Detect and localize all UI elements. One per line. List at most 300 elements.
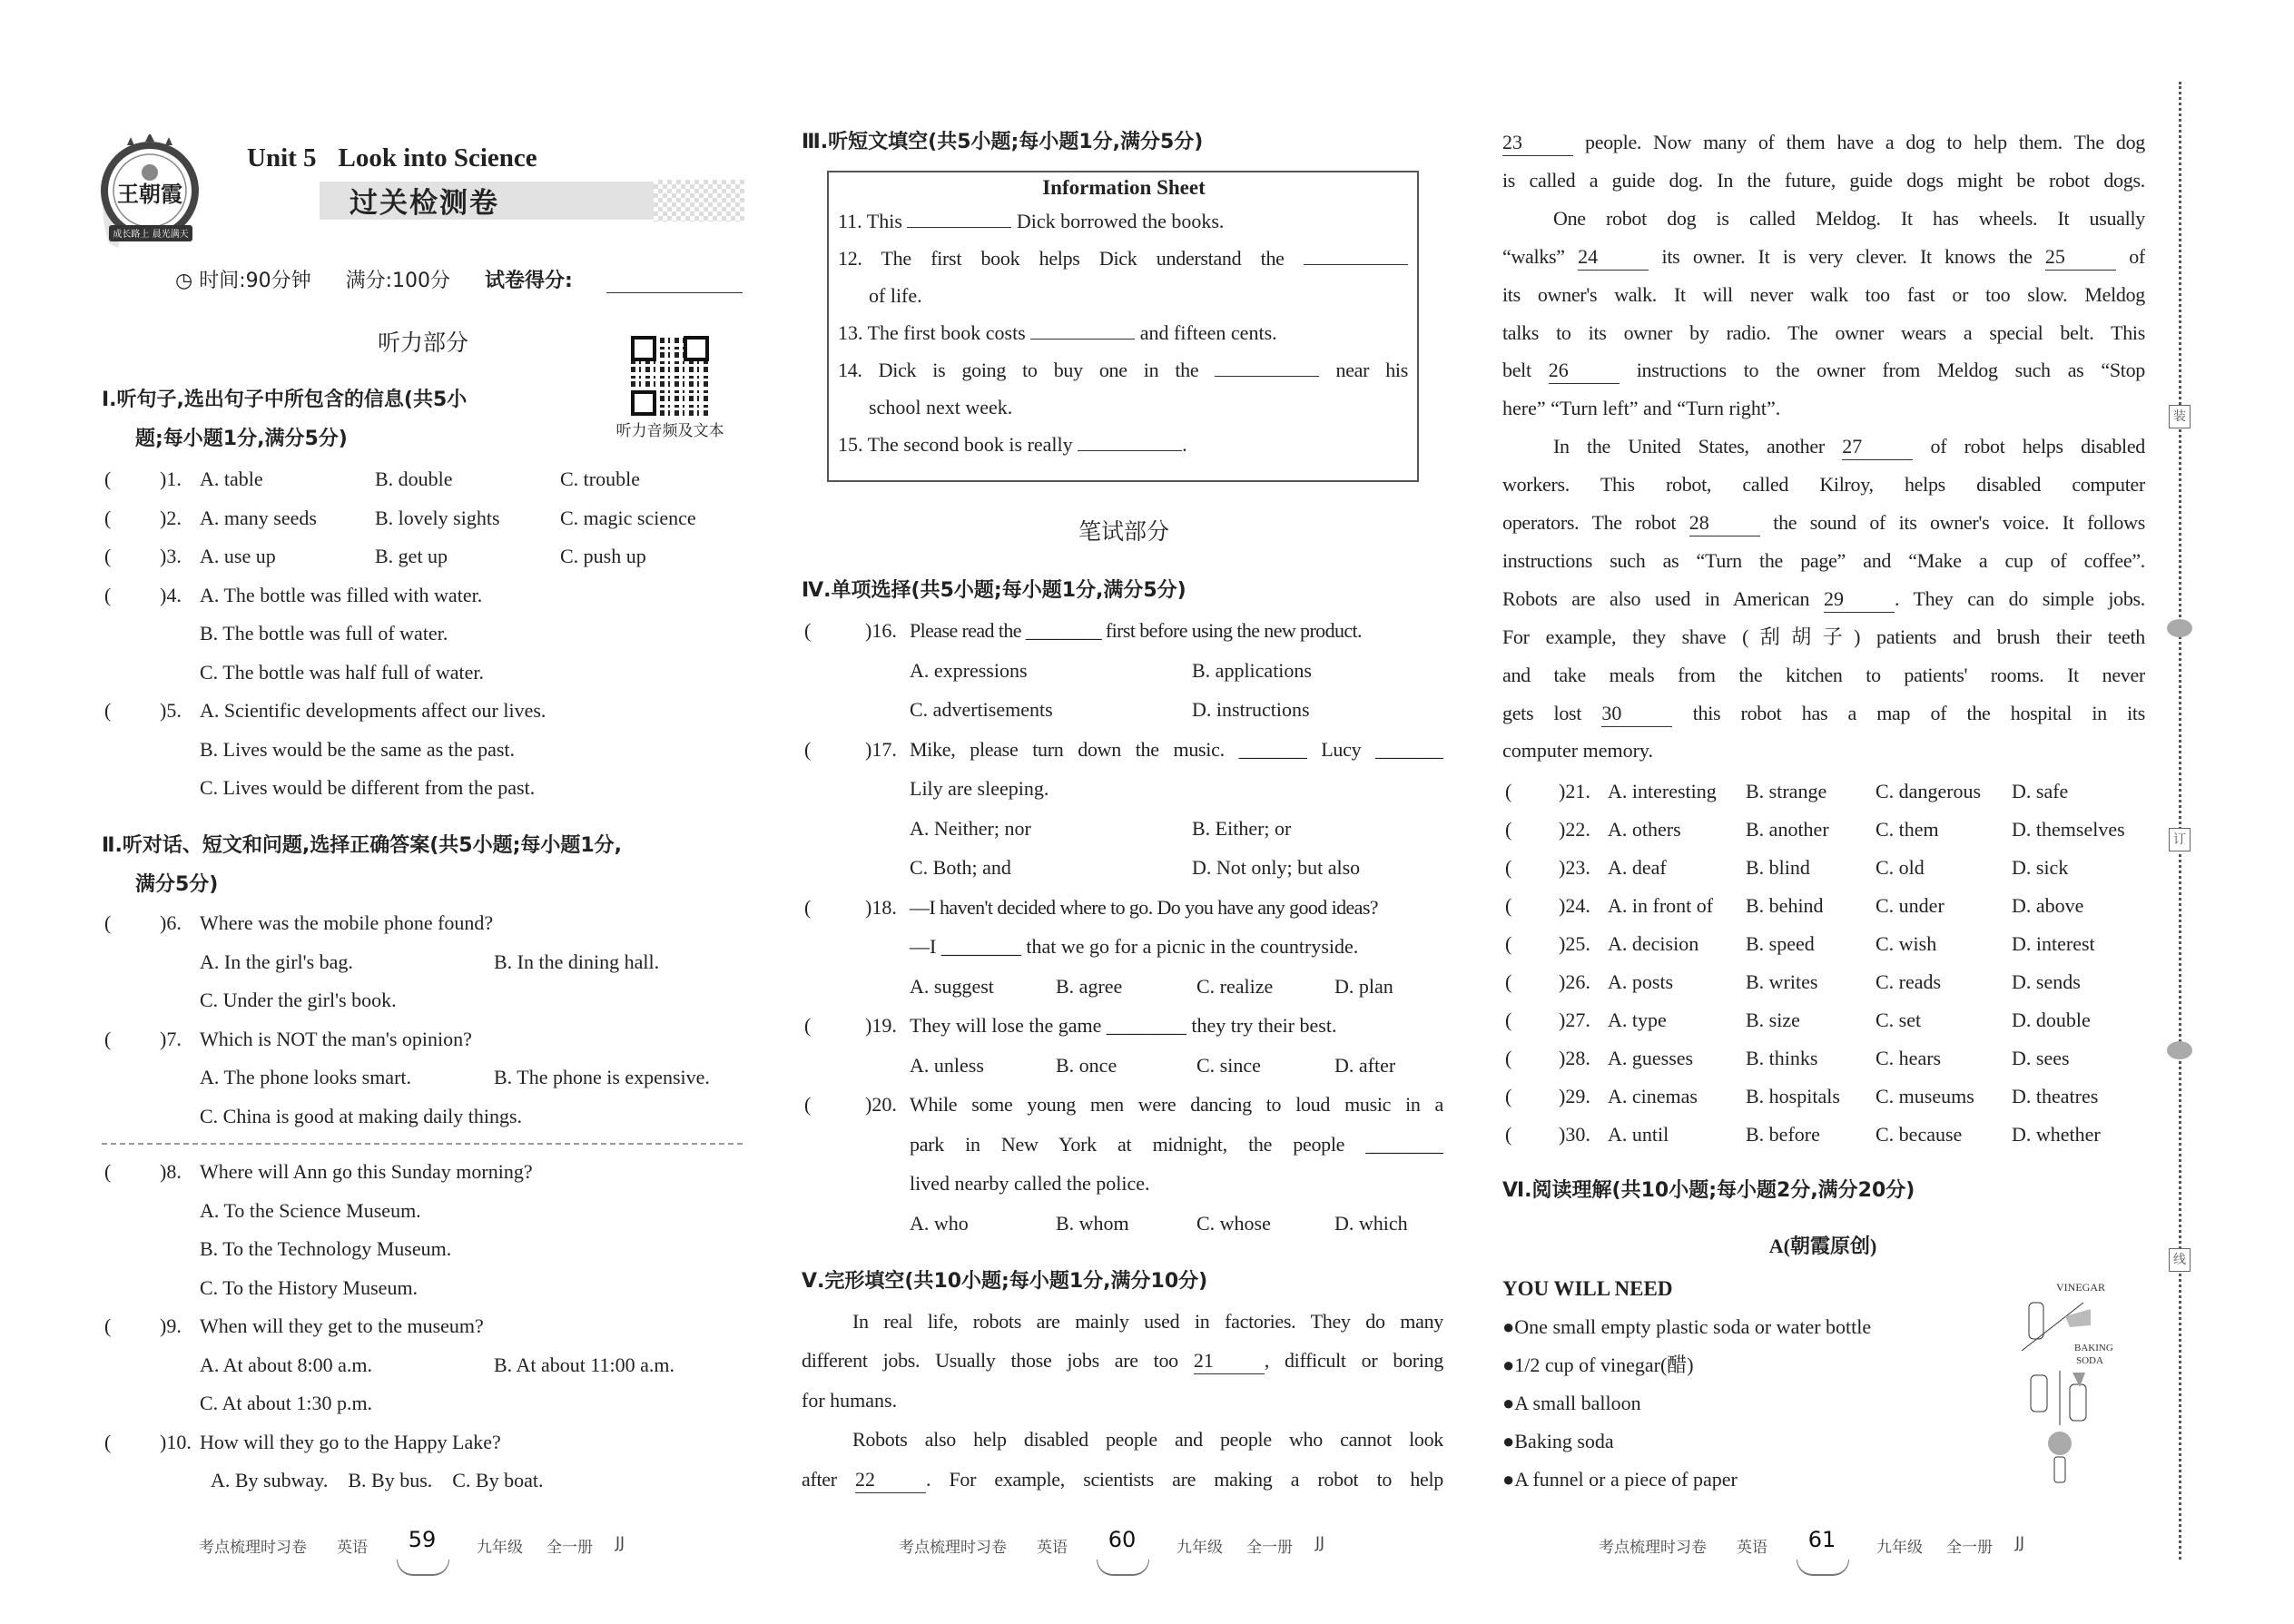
qr-caption: 听力音频及文本 — [615, 422, 724, 440]
option-b[interactable]: B. speed — [1746, 932, 1815, 955]
option[interactable]: A. expressions — [910, 658, 1028, 682]
option-b[interactable]: B. size — [1746, 1009, 1800, 1031]
question-number: )23. — [1559, 856, 1590, 879]
question-subline — [102, 1385, 743, 1422]
question-number: )18. — [865, 895, 897, 919]
option-a[interactable]: A. table — [200, 468, 263, 490]
text-segment: of — [2115, 244, 2145, 268]
question-number: )10. — [160, 1430, 192, 1453]
text-segment: Dick borrowed the books. — [1011, 210, 1225, 232]
text-segment: . They can do simple jobs. — [1894, 586, 2145, 610]
options-row — [802, 692, 1443, 728]
answer-box[interactable] — [104, 466, 155, 493]
text-line — [838, 352, 1408, 389]
option[interactable]: C. since — [1196, 1053, 1261, 1077]
option-c[interactable]: C. them — [1876, 818, 1939, 841]
option-d[interactable]: D. above — [2012, 894, 2084, 917]
option[interactable]: A. suggest — [910, 974, 994, 998]
question-subline — [802, 1166, 1443, 1202]
text-segment: near his — [1319, 359, 1408, 381]
answer-paren-open: ( — [1505, 1009, 1512, 1031]
question-row — [102, 1308, 743, 1344]
option[interactable]: D. plan — [1334, 974, 1393, 998]
question-row — [102, 538, 743, 575]
answer-paren-open: ( — [104, 1160, 112, 1183]
question-row — [102, 1424, 743, 1461]
option[interactable]: D. after — [1334, 1053, 1396, 1077]
answer-blank[interactable] — [1215, 376, 1319, 377]
text-line — [838, 241, 1408, 277]
option-a[interactable]: A. in front of — [1608, 894, 1714, 917]
question-subline — [802, 929, 1443, 965]
question-row — [802, 1087, 1443, 1123]
option[interactable]: A. By subway. B. By bus. C. By boat. — [211, 1469, 544, 1491]
option-c[interactable]: C. wish — [1876, 932, 1937, 955]
option[interactable]: D. which — [1334, 1211, 1408, 1235]
answer-box[interactable] — [1505, 1045, 1556, 1072]
option-a[interactable]: A. use up — [200, 545, 276, 567]
binding-label: 订 — [2169, 828, 2191, 851]
option-a[interactable]: A. until — [1608, 1123, 1669, 1146]
question-subline — [102, 770, 743, 806]
option-a[interactable]: A. decision — [1608, 932, 1699, 955]
option-c[interactable]: C. magic science — [560, 506, 696, 529]
options-row — [102, 1059, 743, 1096]
option-c[interactable]: C. trouble — [560, 468, 640, 490]
option[interactable]: A. unless — [910, 1053, 984, 1077]
option-c[interactable]: C. because — [1876, 1123, 1963, 1146]
section-3-heading: Ⅲ.听短文填空(共5小题;每小题1分,满分5分) — [802, 131, 1204, 153]
options-row — [102, 944, 743, 980]
text-segment: instructions such as “Turn the page” and “Make a cup of coffee”. — [1502, 548, 2145, 572]
question-number: )9. — [160, 1314, 182, 1337]
text-segment: its owner's walk. It will never walk too fast or too slow. Meldog — [1502, 282, 2145, 306]
answer-box[interactable] — [1505, 816, 1556, 843]
answer-paren-open: ( — [104, 506, 112, 529]
option-d[interactable]: D. theatres — [2012, 1085, 2099, 1107]
answer-box[interactable] — [1505, 892, 1556, 920]
question-number: )29. — [1559, 1085, 1590, 1107]
option-b[interactable]: B. blind — [1746, 856, 1810, 879]
question-number: )8. — [160, 1160, 182, 1183]
option[interactable]: B. once — [1056, 1053, 1117, 1077]
option[interactable]: B. applications — [1192, 658, 1312, 682]
question-text: —I haven't decided where to go. Do you have any good ideas? — [910, 895, 1378, 919]
text-segment: 15. The second book is really — [838, 433, 1078, 456]
answer-blank[interactable]: 22 — [855, 1467, 926, 1493]
answer-paren-open: ( — [1505, 932, 1512, 955]
answer-paren-open: ( — [1505, 970, 1512, 993]
option-a[interactable]: A. cinemas — [1608, 1085, 1698, 1107]
grade: 九年级 — [1876, 1539, 1923, 1557]
option-b[interactable]: B. another — [1746, 818, 1829, 841]
question-subline — [102, 732, 743, 768]
option-d[interactable]: D. safe — [2012, 780, 2069, 802]
option[interactable]: B. In the dining hall. — [494, 950, 660, 973]
section-heading: 题;每小题1分,满分5分) — [135, 427, 348, 450]
unit-number: Unit 5 — [247, 143, 317, 172]
question-number: )4. — [160, 583, 182, 606]
question-text: Where was the mobile phone found? — [200, 911, 494, 934]
grade: 九年级 — [477, 1539, 523, 1557]
answer-box[interactable] — [1505, 778, 1556, 805]
section-divider — [102, 1143, 743, 1145]
question-number: )3. — [160, 545, 182, 567]
answer-box[interactable] — [104, 697, 155, 724]
answer-paren-open: ( — [804, 1014, 812, 1037]
text-segment: is called a guide dog. In the future, guide dogs might be robot dogs. — [1502, 168, 2145, 192]
option-a[interactable]: A. deaf — [1608, 856, 1667, 879]
option-b[interactable]: B. writes — [1746, 970, 1818, 993]
text-segment: computer memory. — [1502, 739, 1653, 763]
question-subline — [802, 771, 1443, 807]
text-line — [1502, 201, 2145, 237]
answer-paren-open: ( — [104, 1314, 112, 1337]
option[interactable]: A. who — [910, 1211, 969, 1235]
answer-box[interactable] — [804, 736, 855, 763]
answer-blank[interactable] — [1304, 264, 1408, 265]
option[interactable]: A. Neither; nor — [910, 816, 1031, 840]
option-c[interactable]: C. reads — [1876, 970, 1942, 993]
page-number: 60 — [1108, 1527, 1137, 1552]
time-limit: 时间:90分钟 — [199, 270, 311, 292]
option-b[interactable]: B. hospitals — [1746, 1085, 1840, 1107]
option-b[interactable]: B. thinks — [1746, 1047, 1818, 1069]
option-d[interactable]: D. sees — [2012, 1047, 2070, 1069]
option-b[interactable]: B. get up — [375, 545, 448, 567]
bullet-icon: ● — [1502, 1353, 1515, 1376]
text-line — [1502, 124, 2145, 161]
answer-blank[interactable]: 30 — [1601, 701, 1672, 727]
material-text: Baking soda — [1514, 1430, 1614, 1452]
full-score: 满分:100分 — [345, 270, 451, 292]
options-row — [802, 1048, 1443, 1084]
text-segment: after — [802, 1468, 856, 1491]
question-row — [102, 500, 743, 536]
information-sheet — [827, 171, 1419, 482]
option-a[interactable]: A. type — [1608, 1009, 1667, 1031]
binding-label: 线 — [2169, 1248, 2191, 1272]
text-line — [838, 427, 1408, 463]
question-text: Please read the ________ first before using the new product. — [910, 619, 1362, 642]
text-line — [838, 203, 1408, 240]
text-line — [1502, 162, 2145, 199]
answer-box[interactable] — [1505, 1007, 1556, 1034]
subline-text: B. Lives would be the same as the past. — [200, 737, 516, 761]
option[interactable]: C. Both; and — [910, 856, 1011, 879]
question-row — [102, 693, 743, 729]
option[interactable]: B. Either; or — [1192, 816, 1292, 840]
answer-box[interactable] — [1505, 930, 1556, 958]
text-segment: . For example, scientists are making a robot to help — [926, 1468, 1443, 1491]
question-text: A. Scientific developments affect our lives. — [200, 699, 546, 722]
option-a[interactable]: A. interesting — [1608, 780, 1717, 802]
subline-text: C. Lives would be different from the past. — [200, 776, 536, 799]
section-heading: 满分5分) — [135, 872, 219, 896]
score-label: 试卷得分: — [485, 270, 573, 292]
text-line — [1502, 277, 2145, 313]
option-a[interactable]: A. posts — [1608, 970, 1674, 993]
text-line — [1502, 428, 2145, 465]
question-row — [102, 461, 743, 497]
option[interactable]: D. instructions — [1192, 698, 1310, 721]
text-segment: and fifteen cents. — [1135, 321, 1277, 344]
options-row — [802, 811, 1443, 847]
answer-blank[interactable]: 26 — [1549, 358, 1620, 384]
option-b[interactable]: B. double — [375, 468, 453, 490]
option-d[interactable]: D. themselves — [2012, 818, 2125, 841]
option[interactable]: A. The phone looks smart. — [200, 1066, 412, 1088]
option-c[interactable]: C. under — [1876, 894, 1944, 917]
question-row — [802, 890, 1443, 926]
option-c[interactable]: C. dangerous — [1876, 780, 1982, 802]
text-line — [802, 1422, 1443, 1458]
option-d[interactable]: D. sends — [2012, 970, 2081, 993]
option-b[interactable]: B. behind — [1746, 894, 1824, 917]
option-a[interactable]: A. many seeds — [200, 506, 317, 529]
text-segment: 14. Dick is going to buy one in the — [838, 359, 1216, 381]
text-segment: 11. This — [838, 210, 908, 232]
you-will-need-heading: YOU WILL NEED — [1502, 1277, 1673, 1300]
text-line — [838, 389, 1408, 426]
text-line — [1502, 581, 2145, 617]
text-segment: Robots are also used in American — [1502, 586, 1824, 610]
answer-box[interactable] — [1505, 1083, 1556, 1110]
option-b[interactable]: B. before — [1746, 1123, 1820, 1146]
option-c[interactable]: C. push up — [560, 545, 646, 567]
binding-label: 装 — [2169, 405, 2191, 428]
answer-box[interactable] — [804, 894, 855, 921]
answer-box[interactable] — [1505, 969, 1556, 996]
option[interactable]: B. The phone is expensive. — [494, 1066, 710, 1088]
text-segment: its owner. It is very clever. It knows the — [1649, 244, 2045, 268]
answer-box[interactable] — [104, 1026, 155, 1053]
text-segment: for humans. — [802, 1388, 898, 1412]
option[interactable]: D. Not only; but also — [1192, 856, 1361, 879]
section-heading: Ⅴ.完形填空(共10小题;每小题1分,满分10分) — [802, 1270, 1208, 1293]
option-d[interactable]: D. interest — [2012, 932, 2095, 955]
question-row — [102, 905, 743, 941]
answer-blank[interactable]: 21 — [1194, 1348, 1265, 1374]
text-segment: Robots also help disabled people and people who cannot look — [852, 1428, 1443, 1452]
option[interactable]: C. whose — [1196, 1211, 1271, 1235]
text-segment: and take meals from the kitchen to patients' rooms. It never — [1502, 663, 2145, 686]
material-text: 1/2 cup of vinegar(醋) — [1514, 1353, 1694, 1376]
question-subline — [102, 1270, 743, 1306]
text-line — [1502, 657, 2145, 694]
answer-paren-open: ( — [1505, 856, 1512, 879]
section-heading: Ⅱ.听对话、短文和问题,选择正确答案(共5小题;每小题1分, — [102, 834, 623, 857]
text-line — [802, 1343, 1443, 1379]
options-row — [802, 653, 1443, 689]
information-sheet-title: Information Sheet — [1042, 176, 1206, 199]
answer-blank[interactable]: 25 — [2045, 244, 2116, 271]
question-number: )16. — [865, 619, 897, 642]
subline-text: C. Under the girl's book. — [200, 989, 397, 1011]
question-subline — [802, 1127, 1443, 1163]
text-line — [802, 1304, 1443, 1340]
question-row — [1502, 1002, 2145, 1038]
question-number: )21. — [1559, 780, 1590, 802]
option[interactable]: B. At about 11:00 a.m. — [494, 1353, 675, 1376]
text-segment: talks to its owner by radio. The owner wears a special belt. This — [1502, 320, 2145, 344]
question-row — [1502, 1117, 2145, 1153]
answer-blank[interactable]: 29 — [1824, 586, 1895, 613]
question-subline — [102, 1098, 743, 1135]
option-d[interactable]: D. double — [2012, 1009, 2091, 1031]
text-line — [1502, 315, 2145, 351]
text-line — [1502, 505, 2145, 541]
binding-seal-icon — [2167, 619, 2192, 637]
answer-blank[interactable]: 24 — [1578, 244, 1649, 271]
question-row — [102, 1154, 743, 1190]
question-subline — [102, 1231, 743, 1267]
question-row — [1502, 888, 2145, 924]
option[interactable]: C. realize — [1196, 974, 1274, 998]
answer-paren-open: ( — [104, 911, 112, 934]
option-a[interactable]: A. others — [1608, 818, 1681, 841]
option-d[interactable]: D. whether — [2012, 1123, 2101, 1146]
option-c[interactable]: C. hears — [1876, 1047, 1942, 1069]
clock-icon: ◷ — [175, 270, 193, 292]
text-line — [1502, 467, 2145, 503]
option[interactable]: A. In the girl's bag. — [200, 950, 353, 973]
text-segment: In the United States, another — [1553, 435, 1843, 458]
subline-text: lived nearby called the police. — [910, 1172, 1150, 1195]
answer-paren-open: ( — [104, 583, 112, 606]
info-block — [838, 172, 1408, 480]
subline-text: C. To the History Museum. — [200, 1275, 418, 1299]
page-61-column — [1502, 0, 2145, 1624]
question-number: )2. — [160, 506, 182, 529]
question-row — [1502, 1078, 2145, 1115]
option-c[interactable]: C. old — [1876, 856, 1925, 879]
answer-box[interactable] — [1505, 1121, 1556, 1148]
answer-paren-open: ( — [804, 737, 812, 761]
answer-blank[interactable]: 28 — [1689, 510, 1760, 536]
option-a[interactable]: A. guesses — [1608, 1047, 1694, 1069]
option[interactable]: B. whom — [1056, 1211, 1129, 1235]
question-text: How will they go to the Happy Lake? — [200, 1430, 501, 1453]
subject: 英语 — [1737, 1539, 1767, 1557]
question-number: )19. — [865, 1014, 897, 1037]
option[interactable]: B. agree — [1056, 974, 1123, 998]
question-row — [1502, 926, 2145, 962]
answer-box[interactable] — [804, 1012, 855, 1039]
edition: JJ — [2015, 1534, 2025, 1552]
text-line — [838, 278, 1408, 314]
answer-paren-open: ( — [104, 1027, 112, 1050]
answer-box[interactable] — [104, 910, 155, 937]
answer-blank[interactable]: 23 — [1502, 130, 1573, 156]
answer-box[interactable] — [104, 1313, 155, 1340]
answer-box[interactable] — [804, 1091, 855, 1118]
volume: 全一册 — [1946, 1539, 1993, 1557]
answer-box[interactable] — [104, 1158, 155, 1186]
answer-blank[interactable] — [1030, 339, 1135, 340]
text-line — [1502, 543, 2145, 579]
answer-paren-open: ( — [1505, 894, 1512, 917]
text-line — [1502, 695, 2145, 732]
text-line — [1502, 390, 2145, 427]
question-row — [802, 1008, 1443, 1044]
answer-paren-open: ( — [1505, 1123, 1512, 1146]
question-text: Which is NOT the man's opinion? — [200, 1027, 472, 1050]
answer-box[interactable] — [104, 543, 155, 570]
option-b[interactable]: B. strange — [1746, 780, 1827, 802]
options-row — [102, 1347, 743, 1383]
text-segment: In real life, robots are mainly used in factories. They do many — [852, 1309, 1443, 1333]
option-d[interactable]: D. sick — [2012, 856, 2069, 879]
answer-paren-open: ( — [104, 545, 112, 567]
text-line — [1502, 619, 2145, 655]
material-text: One small empty plastic soda or water bottle — [1514, 1315, 1872, 1338]
svg-text:SODA: SODA — [2076, 1355, 2103, 1366]
answer-paren-open: ( — [1505, 780, 1512, 802]
answer-paren-open: ( — [104, 468, 112, 490]
subline-text: C. The bottle was half full of water. — [200, 660, 485, 684]
option-c[interactable]: C. museums — [1876, 1085, 1974, 1107]
options-row — [802, 1206, 1443, 1242]
answer-box[interactable] — [104, 505, 155, 532]
answer-paren-open: ( — [804, 895, 812, 919]
listening-section-title: 听力部分 — [377, 330, 469, 356]
options-row — [802, 850, 1443, 886]
text-segment: . — [1182, 433, 1187, 456]
text-segment: here” “Turn left” and “Turn right”. — [1502, 397, 1781, 420]
page-number: 59 — [408, 1527, 437, 1552]
text-segment: “walks” — [1502, 244, 1579, 268]
binding-line — [2179, 82, 2181, 1560]
page-number-bracket — [1797, 1560, 1849, 1576]
question-text: They will lose the game ________ they try their best. — [910, 1014, 1337, 1037]
text-segment: the sound of its owner's voice. It follows — [1759, 511, 2145, 534]
subline-text: C. At about 1:30 p.m. — [200, 1392, 373, 1414]
book-name: 考点梳理时习卷 — [1599, 1539, 1707, 1557]
text-segment: workers. This robot, called Kilroy, helps disabled computer — [1502, 473, 2145, 497]
answer-blank[interactable]: 27 — [1842, 434, 1913, 460]
answer-box[interactable] — [1505, 854, 1556, 881]
text-segment: school next week. — [869, 396, 1013, 418]
question-row — [1502, 812, 2145, 848]
text-segment: this robot has a map of the hospital in its — [1672, 701, 2145, 724]
section-heading: Ⅳ.单项选择(共5小题;每小题1分,满分5分) — [802, 579, 1186, 602]
answer-box[interactable] — [104, 582, 155, 609]
binding-seal-icon — [2167, 1041, 2192, 1059]
answer-box[interactable] — [104, 1429, 155, 1456]
question-row — [1502, 850, 2145, 886]
text-line — [802, 1383, 1443, 1419]
test-subtitle: 过关检测卷 — [350, 187, 499, 220]
edition: JJ — [615, 1534, 625, 1552]
question-row — [102, 1021, 743, 1058]
question-row — [1502, 773, 2145, 810]
answer-blank[interactable] — [907, 227, 1011, 228]
answer-paren-open: ( — [104, 699, 112, 722]
book-name: 考点梳理时习卷 — [899, 1539, 1007, 1557]
subline-text: A. To the Science Museum. — [200, 1198, 421, 1222]
question-text: When will they get to the museum? — [200, 1314, 484, 1337]
answer-box[interactable] — [804, 617, 855, 645]
answer-blank[interactable] — [1078, 450, 1182, 451]
option[interactable]: A. At about 8:00 a.m. — [200, 1353, 373, 1376]
option-b[interactable]: B. lovely sights — [375, 506, 500, 529]
material-text: A small balloon — [1514, 1392, 1641, 1414]
option-c[interactable]: C. set — [1876, 1009, 1922, 1031]
answer-paren-open: ( — [1505, 1085, 1512, 1107]
option[interactable]: C. advertisements — [910, 698, 1053, 721]
svg-text:王朝霞: 王朝霞 — [117, 181, 182, 207]
